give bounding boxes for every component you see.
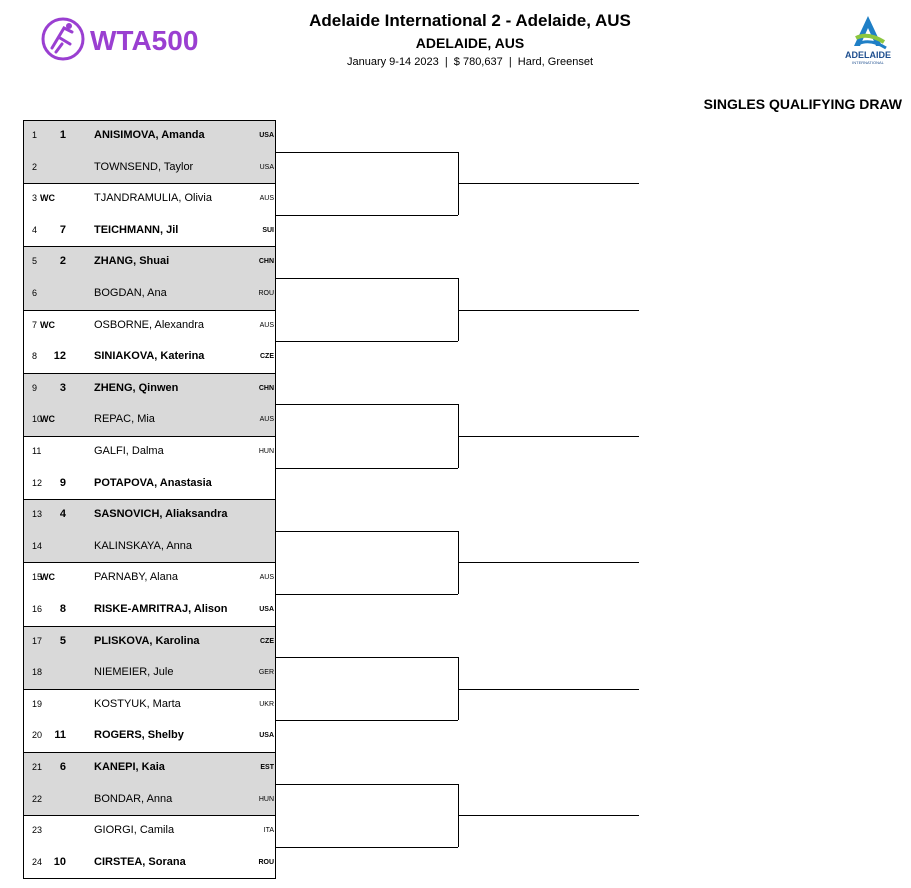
seed-number: 9 (59, 476, 66, 489)
seed-number: 2 (59, 255, 66, 268)
draw-position: 17 (32, 635, 43, 646)
player-row (23, 436, 276, 468)
bracket-line (458, 404, 459, 467)
player-nationality: AUS (259, 416, 274, 424)
player-row (23, 815, 276, 847)
player-nationality: USA (259, 132, 274, 139)
wta500-logo-text: WTA500 (90, 25, 199, 56)
player-nationality: AUS (259, 321, 274, 329)
player-row (23, 847, 276, 879)
bracket-winner-line (458, 183, 639, 184)
bracket-line (276, 847, 458, 848)
player-name: NIEMEIER, Jule (94, 666, 174, 679)
wildcard-marker: WC (40, 193, 55, 204)
draw-position: 20 (32, 730, 43, 741)
player-nationality: HUN (258, 448, 274, 455)
player-nationality: AUS (259, 195, 274, 203)
draw-title: SINGLES QUALIFYING DRAW (703, 96, 902, 112)
adelaide-logo (838, 12, 898, 67)
wildcard-marker: WC (40, 572, 55, 583)
player-nationality: USA (259, 606, 274, 613)
player-name: ROGERS, Shelby (94, 729, 184, 742)
player-row (23, 120, 276, 152)
bracket-line (458, 531, 459, 594)
player-row (23, 183, 276, 215)
seed-number: 1 (59, 129, 66, 141)
player-nationality: HUN (258, 795, 274, 803)
draw-position: 4 (32, 224, 38, 235)
wildcard-marker: WC (40, 319, 55, 330)
draw-position: 13 (32, 509, 43, 520)
player-row (23, 594, 276, 626)
player-row (23, 562, 276, 594)
bracket-winner-line (458, 310, 639, 311)
bracket-line (458, 657, 459, 720)
player-nationality: ROU (258, 858, 274, 866)
seed-number: 3 (59, 381, 66, 394)
draw-position: 5 (32, 256, 38, 267)
player-nationality: EST (260, 764, 274, 771)
draw-position: 11 (32, 446, 42, 456)
bracket-winner-line (458, 815, 639, 816)
player-row (23, 310, 276, 342)
player-nationality: CHN (258, 258, 274, 266)
player-nationality: GER (258, 669, 274, 677)
player-nationality: CHN (258, 384, 274, 392)
bracket-line (276, 152, 458, 153)
draw-position: 15 (32, 572, 43, 583)
draw-position: 24 (32, 856, 43, 867)
player-nationality: CZE (260, 637, 274, 645)
bracket-line (276, 594, 458, 595)
draw-position: 23 (32, 825, 43, 836)
player-row (23, 373, 276, 405)
player-row (23, 152, 276, 184)
draw-position: 9 (32, 382, 38, 393)
tournament-title: Adelaide International 2 - Adelaide, AUS (309, 11, 631, 30)
seed-number: 7 (59, 223, 66, 236)
bracket-line (276, 784, 458, 785)
player-name: ANISIMOVA, Amanda (94, 129, 205, 141)
player-nationality: ITA (263, 827, 274, 835)
bracket-line (276, 404, 458, 405)
tournament-header (200, 10, 740, 69)
draw-position: 22 (32, 793, 43, 804)
bracket-winner-line (458, 436, 639, 437)
player-row (23, 752, 276, 784)
bracket-line (276, 657, 458, 658)
wta500-logo (38, 14, 213, 64)
player-row (23, 720, 276, 752)
player-nationality: SUI (262, 226, 274, 234)
draw-position: 7 (32, 319, 38, 330)
seed-number: 5 (59, 634, 66, 647)
draw-position: 1 (32, 130, 38, 140)
player-name: SASNOVICH, Aliaksandra (94, 508, 228, 521)
player-row (23, 468, 276, 500)
player-name: BOGDAN, Ana (94, 287, 167, 299)
bracket-line (276, 468, 458, 469)
player-name: TEICHMANN, Jil (94, 223, 179, 236)
bracket-line (458, 784, 459, 847)
seed-number: 10 (53, 855, 66, 868)
player-row (23, 657, 276, 689)
draw-position: 19 (32, 698, 43, 709)
player-row (23, 341, 276, 373)
draw-position: 21 (32, 762, 43, 772)
player-nationality: AUS (259, 574, 274, 582)
player-name: RISKE-AMRITRAJ, Alison (94, 603, 228, 615)
player-nationality: USA (259, 732, 274, 740)
draw-position: 8 (32, 351, 38, 362)
draw-position: 3 (32, 193, 38, 204)
seed-number: 4 (59, 508, 66, 521)
player-nationality: UKR (259, 700, 274, 708)
adelaide-logo-subtext: INTERNATIONAL (852, 60, 884, 65)
draw-position: 12 (32, 477, 43, 488)
player-name: OSBORNE, Alexandra (94, 318, 205, 331)
seed-number: 11 (54, 729, 66, 742)
draw-position: 14 (32, 540, 43, 551)
player-name: REPAC, Mia (94, 413, 155, 426)
player-row (23, 531, 276, 563)
player-name: POTAPOVA, Anastasia (94, 476, 212, 489)
draw-position: 18 (32, 667, 43, 678)
bracket-line (458, 152, 459, 215)
bracket-winner-line (458, 562, 639, 563)
player-name: TOWNSEND, Taylor (94, 160, 194, 173)
tournament-location: ADELAIDE, AUS (415, 35, 525, 51)
player-name: GALFI, Dalma (94, 445, 164, 457)
player-name: GIORGI, Camila (94, 824, 175, 837)
draw-position: 2 (32, 161, 38, 172)
seed-number: 12 (53, 350, 66, 363)
player-row (23, 626, 276, 658)
bracket-line (276, 215, 458, 216)
adelaide-logo-text: ADELAIDE (844, 50, 892, 60)
player-nationality: USA (259, 163, 274, 171)
player-row (23, 404, 276, 436)
player-name: PLISKOVA, Karolina (94, 634, 200, 647)
bracket-line (276, 720, 458, 721)
bracket-winner-line (458, 689, 639, 690)
seed-number: 8 (59, 603, 66, 615)
player-row (23, 278, 276, 310)
player-name: CIRSTEA, Sorana (94, 855, 186, 868)
bracket-line (276, 278, 458, 279)
draw-position: 10 (32, 414, 43, 425)
player-nationality: ROU (258, 290, 274, 297)
wildcard-marker: WC (40, 414, 55, 425)
player-name: PARNABY, Alana (94, 571, 178, 584)
seed-number: 6 (59, 761, 66, 773)
player-name: KALINSKAYA, Anna (94, 539, 193, 552)
bracket-line (276, 341, 458, 342)
player-name: KOSTYUK, Marta (94, 697, 181, 710)
player-nationality: CZE (260, 353, 274, 361)
draw-position: 16 (32, 604, 43, 614)
player-name: SINIAKOVA, Katerina (94, 350, 205, 363)
player-row (23, 246, 276, 278)
player-row (23, 215, 276, 247)
player-row (23, 499, 276, 531)
player-name: TJANDRAMULIA, Olivia (94, 192, 212, 205)
player-name: BONDAR, Anna (94, 792, 173, 805)
player-name: ZHENG, Qinwen (94, 381, 179, 394)
player-name: ZHANG, Shuai (94, 255, 170, 268)
player-row (23, 784, 276, 816)
draw-position: 6 (32, 288, 38, 298)
bracket-line (276, 531, 458, 532)
bracket-line (458, 278, 459, 341)
tournament-info: January 9-14 2023 | $ 780,637 | Hard, Greenset (346, 56, 594, 68)
player-row (23, 689, 276, 721)
player-name: KANEPI, Kaia (94, 761, 165, 773)
